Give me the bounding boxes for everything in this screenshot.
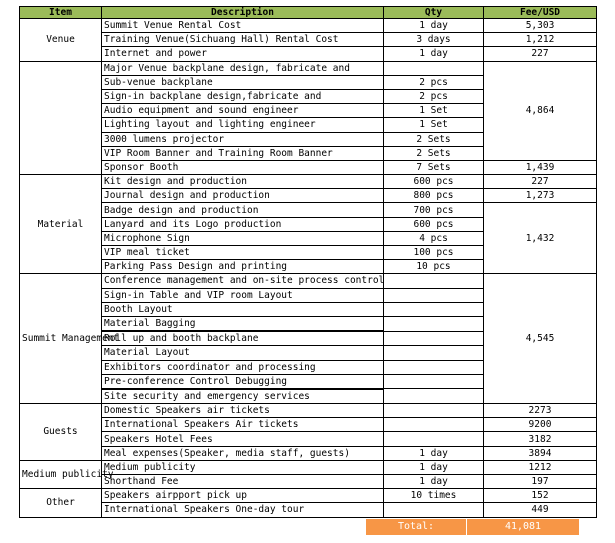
row-qty <box>384 432 484 446</box>
row-desc: Sign-in Table and VIP room Layout <box>102 288 384 302</box>
group-material: Material <box>20 175 102 274</box>
header-item: Item <box>20 7 102 19</box>
row-qty: 600 pcs <box>384 217 484 231</box>
row-fee: 1212 <box>484 460 597 474</box>
row-qty: 2 Sets <box>384 146 484 160</box>
row-desc: Site security and emergency services <box>102 389 384 404</box>
row-desc: Speakers Hotel Fees <box>102 432 384 446</box>
row-desc: Internet and power <box>102 47 384 61</box>
table-row <box>20 489 597 503</box>
row-qty: 3 days <box>384 33 484 47</box>
row-desc: Roll up and booth backplane <box>102 331 384 346</box>
row-desc: Domestic Speakers air tickets <box>102 404 384 418</box>
row-fee: 227 <box>484 175 597 189</box>
header-qty: Qty <box>384 7 484 19</box>
row-desc: Medium publicity <box>102 460 384 474</box>
row-desc: Journal design and production <box>102 189 384 203</box>
table-row <box>20 203 597 217</box>
row-qty <box>384 316 484 331</box>
row-qty <box>384 374 484 389</box>
row-qty: 1 day <box>384 460 484 474</box>
row-qty <box>384 404 484 418</box>
row-fee: 449 <box>484 503 597 517</box>
row-qty: 10 times <box>384 489 484 503</box>
group-other: Other <box>20 489 102 517</box>
group-medium-publicity: Medium publicity <box>20 460 102 488</box>
row-desc: Booth Layout <box>102 302 384 316</box>
row-fee: 1,439 <box>484 160 597 174</box>
row-qty: 1 day <box>384 475 484 489</box>
row-desc: Major Venue backplane design, fabricate and <box>102 61 384 75</box>
row-desc: Meal expenses(Speaker, media staff, guests) <box>102 446 384 460</box>
merged-fee-venue: 4,864 <box>484 61 597 160</box>
row-qty: 1 day <box>384 446 484 460</box>
row-qty <box>384 346 484 360</box>
row-qty <box>384 389 484 404</box>
row-desc: Speakers airpport pick up <box>102 489 384 503</box>
row-qty <box>384 61 484 75</box>
total-label: Total: <box>366 519 467 535</box>
row-desc: International Speakers One-day tour <box>102 503 384 517</box>
table-row <box>20 460 597 474</box>
budget-sheet <box>19 6 596 518</box>
row-desc: Material Bagging <box>102 316 384 331</box>
table-row <box>20 432 597 446</box>
row-fee: 1,273 <box>484 189 597 203</box>
row-qty <box>384 418 484 432</box>
row-desc: Sign-in backplane design,fabricate and <box>102 89 384 103</box>
table-row <box>20 19 597 33</box>
row-desc: Pre-conference Control Debugging <box>102 374 384 389</box>
row-qty: 700 pcs <box>384 203 484 217</box>
row-desc: Badge design and production <box>102 203 384 217</box>
row-desc: Summit Venue Rental Cost <box>102 19 384 33</box>
table-row <box>20 446 597 460</box>
total-value: 41,081 <box>467 519 579 535</box>
row-desc: Audio equipment and sound engineer <box>102 104 384 118</box>
header-description: Description <box>102 7 384 19</box>
row-desc: VIP meal ticket <box>102 246 384 260</box>
row-qty: 10 pcs <box>384 260 484 274</box>
table-row <box>20 274 597 288</box>
table-row <box>20 503 597 517</box>
row-fee: 152 <box>484 489 597 503</box>
row-fee: 197 <box>484 475 597 489</box>
row-qty: 1 Set <box>384 104 484 118</box>
group-guests: Guests <box>20 404 102 461</box>
table-row <box>20 33 597 47</box>
row-qty: 1 day <box>384 19 484 33</box>
row-qty: 1 day <box>384 47 484 61</box>
row-desc: Microphone Sign <box>102 231 384 245</box>
merged-fee-material: 1,432 <box>484 203 597 274</box>
row-fee: 227 <box>484 47 597 61</box>
row-qty <box>384 274 484 288</box>
table-row <box>20 160 597 174</box>
row-desc: Material Layout <box>102 346 384 360</box>
table-row <box>20 404 597 418</box>
row-desc: Sponsor Booth <box>102 160 384 174</box>
row-qty: 7 Sets <box>384 160 484 174</box>
row-desc: Training Venue(Sichuang Hall) Rental Cost <box>102 33 384 47</box>
row-fee: 9200 <box>484 418 597 432</box>
row-qty: 2 pcs <box>384 89 484 103</box>
table-row <box>20 475 597 489</box>
group-venue: Venue <box>20 19 102 62</box>
group-summit-management: Summit Management <box>20 274 102 404</box>
row-qty: 4 pcs <box>384 231 484 245</box>
row-desc: Sub-venue backplane <box>102 75 384 89</box>
row-desc: Shorthand Fee <box>102 475 384 489</box>
row-qty: 1 Set <box>384 118 484 132</box>
budget-table <box>19 6 597 518</box>
total-row <box>366 519 579 535</box>
table-row <box>20 61 597 75</box>
row-fee: 1,212 <box>484 33 597 47</box>
row-qty <box>384 288 484 302</box>
row-qty: 100 pcs <box>384 246 484 260</box>
row-fee: 2273 <box>484 404 597 418</box>
row-qty: 800 pcs <box>384 189 484 203</box>
row-desc: Conference management and on-site process control <box>102 274 384 288</box>
row-desc: Parking Pass Design and printing <box>102 260 384 274</box>
row-fee: 3182 <box>484 432 597 446</box>
row-qty: 600 pcs <box>384 175 484 189</box>
table-row <box>20 47 597 61</box>
row-desc: VIP Room Banner and Training Room Banner <box>102 146 384 160</box>
header-row <box>20 7 597 19</box>
row-qty <box>384 360 484 374</box>
row-qty: 2 Sets <box>384 132 484 146</box>
row-desc: Lighting layout and lighting engineer <box>102 118 384 132</box>
header-fee: Fee/USD <box>484 7 597 19</box>
table-row <box>20 175 597 189</box>
table-row <box>20 189 597 203</box>
row-qty <box>384 503 484 517</box>
row-desc: International Speakers Air tickets <box>102 418 384 432</box>
row-desc: Exhibitors coordinator and processing <box>102 360 384 374</box>
row-desc: 3000 lumens projector <box>102 132 384 146</box>
group-blank <box>20 61 102 175</box>
row-fee: 3894 <box>484 446 597 460</box>
row-qty: 2 pcs <box>384 75 484 89</box>
table-row <box>20 418 597 432</box>
row-desc: Lanyard and its Logo production <box>102 217 384 231</box>
row-fee: 5,303 <box>484 19 597 33</box>
row-qty <box>384 302 484 316</box>
row-desc: Kit design and production <box>102 175 384 189</box>
merged-fee-summit: 4,545 <box>484 274 597 404</box>
row-qty <box>384 331 484 346</box>
